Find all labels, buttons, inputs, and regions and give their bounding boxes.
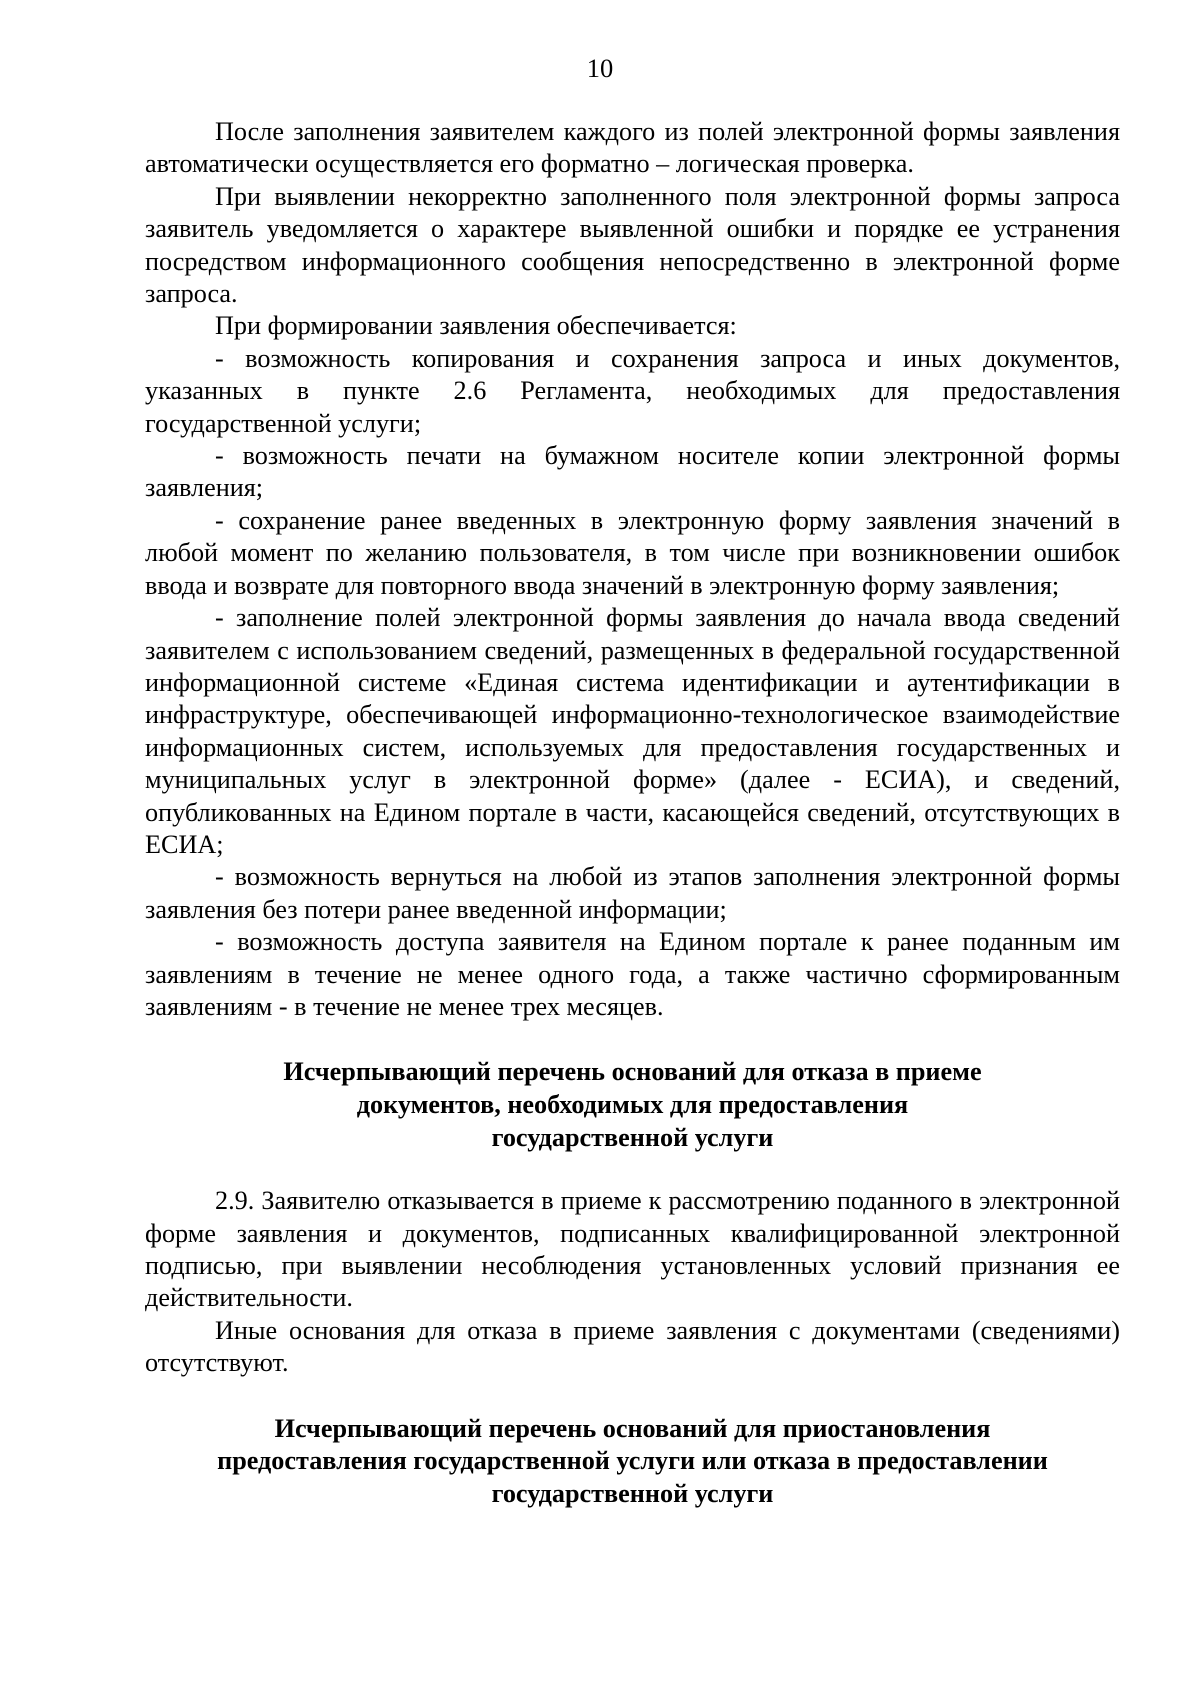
- list-item-access-applications: - возможность доступа заявителя на Едином портале к ранее поданным им заявлениям в течение не менее одного года, а также частично сформированным заявлениям - в течение не менее трех месяцев.: [145, 927, 1120, 1021]
- heading-line: государственной услуги: [491, 1122, 774, 1152]
- heading-line: государственной услуги: [491, 1478, 774, 1508]
- heading-line: предоставления государственной услуги или отказа в предоставлении: [217, 1446, 1048, 1476]
- list-item-return-stage: - возможность вернуться на любой из этапов заполнения электронной формы заявления без потери ранее введенной информации;: [145, 862, 1120, 924]
- document-body: [145, 116, 1120, 1510]
- paragraph-format-check: После заполнения заявителем каждого из полей электронной формы заявления автоматически осуществляется его форматно – логическая проверка.: [145, 117, 1120, 179]
- page-number: 10: [586, 53, 614, 83]
- paragraph-no-other-grounds: Иные основания для отказа в приеме заявления с документами (сведениями) отсутствуют.: [145, 1315, 1120, 1378]
- paragraph-error-notice: При выявлении некорректно заполненного поля электронной формы запроса заявитель уведомляется о характере выявленной ошибки и порядке ее устранения посредством информационного сообщения непосредственно в электронной форме запроса.: [145, 181, 1120, 309]
- list-item-copy-save: - возможность копирования и сохранения запроса и иных документов, указанных в пункте 2.6 Регламента, необходимых для предоставления государственной услуги;: [145, 343, 1120, 438]
- list-item-print: - возможность печати на бумажном носителе копии электронной формы заявления;: [145, 441, 1120, 503]
- section-heading-refusal-acceptance: [145, 1056, 1120, 1154]
- section-heading-suspension-refusal: [145, 1413, 1120, 1511]
- list-item-prefill-esia: - заполнение полей электронной формы заявления до начала ввода сведений заявителем с использованием сведений, размещенных в федеральной государственной информационной системе «Единая система идентификации и аутентификации в инфраструктуре, обеспечивающей информационно-технологическое взаимодействие информационных систем, используемых для предоставления государственных и муниципальных услуг в электронной форме» (далее - ЕСИА), и сведений, опубликованных на Едином портале в части, касающейся сведений, отсутствующих в ЕСИА;: [145, 603, 1120, 859]
- heading-line: документов, необходимых для предоставления: [356, 1089, 909, 1119]
- heading-line: Исчерпывающий перечень оснований для приостановления: [274, 1413, 991, 1443]
- heading-line: Исчерпывающий перечень оснований для отказа в приеме: [283, 1057, 982, 1087]
- paragraph-2-9: 2.9. Заявителю отказывается в приеме к рассмотрению поданного в электронной форме заявления и документов, подписанных квалифицированной электронной подписью, при выявлении несоблюдения установленных условий признания ее действительности.: [145, 1186, 1120, 1313]
- paragraph-provided-intro: При формировании заявления обеспечивается:: [215, 311, 737, 341]
- list-item-save-values: - сохранение ранее введенных в электронную форму заявления значений в любой момент по желанию пользователя, в том числе при возникновении ошибок ввода и возврате для повторного ввода значений в электронную форму заявления;: [145, 505, 1120, 600]
